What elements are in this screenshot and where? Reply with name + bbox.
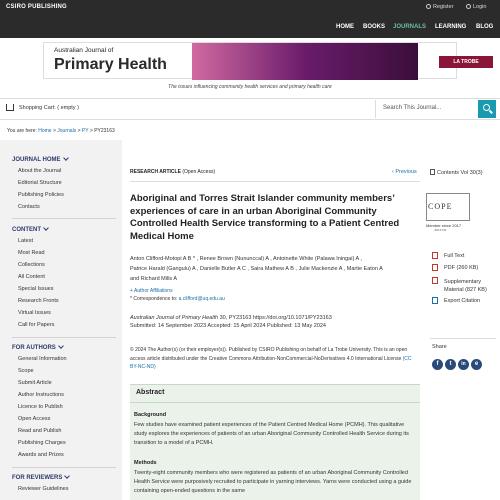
partner-logo: LA TROBE	[439, 56, 493, 68]
sidebar-item-scope[interactable]: Scope	[18, 368, 34, 374]
banner-graphic	[192, 43, 418, 80]
search-button[interactable]	[478, 100, 496, 118]
cope-logo: COPE	[428, 202, 453, 211]
banner-title-line1: Australian Journal of	[54, 47, 114, 54]
shopping-cart-link[interactable]: Shopping Cart: ( empty )	[19, 105, 79, 111]
pdf-icon	[432, 264, 438, 271]
article-dates: Submitted: 14 September 2023 Accepted: 15 April 2024 Published: 13 May 2024	[130, 323, 326, 329]
abstract-methods-text: Twenty-eight community members who were registered as patients of an urban Aboriginal Community Controlled Health Service were purposively recruited to participate in yarning interviews. Yarns were conducted using a guide containing open-ended questions in the same	[134, 470, 412, 494]
linkedin-icon[interactable]: in	[458, 359, 469, 370]
full-text-link[interactable]: Full Text	[444, 253, 465, 259]
sidebar-item-awards[interactable]: Awards and Prizes	[18, 452, 64, 458]
citation: Australian Journal of Primary Health 30, PY23163 https://doi.org/10.1071/PY23163 Submitted: 14 September 2023 Accepted: 15 April 2024 Published: 13 May 2024	[130, 314, 420, 330]
share-heading: Share	[432, 344, 447, 350]
sidebar-item-contacts[interactable]: Contacts	[18, 204, 40, 210]
sidebar-item-policies[interactable]: Publishing Policies	[18, 192, 64, 198]
nav-learning[interactable]: LEARNING	[435, 24, 467, 30]
breadcrumb-home[interactable]: Home	[38, 128, 52, 134]
abstract-background-text: Few studies have examined patient experiences of the Patient Centred Medical Home (PCMH). This qualitative study explores the experiences of patients of an urban Aboriginal Community Controlled Health Service during its transition to a model of a PCMH.	[134, 422, 409, 446]
full-text-icon	[432, 252, 438, 259]
user-icon	[426, 4, 431, 9]
license-link[interactable]: (CC BY-NC-ND)	[130, 355, 412, 370]
document-icon	[430, 169, 435, 175]
sidebar-item-about[interactable]: About the Journal	[18, 168, 62, 174]
sidebar-item-open-access[interactable]: Open Access	[18, 416, 51, 422]
chevron-down-icon	[65, 473, 71, 479]
abstract-background-label: Background	[134, 412, 167, 418]
contents-link[interactable]: Contents Vol 30(3)	[430, 169, 483, 176]
sidebar-heading-authors[interactable]: FOR AUTHORS	[12, 344, 63, 351]
supplementary-icon	[432, 277, 438, 284]
correspondence: * Correspondence to: a.clifford@uq.edu.au	[130, 296, 225, 302]
divider	[130, 402, 420, 403]
nav-blog[interactable]: BLOG	[476, 24, 494, 30]
sidebar-item-publishing-charges[interactable]: Publishing Charges	[18, 440, 66, 446]
sidebar-item-submit-article[interactable]: Submit Article	[18, 380, 52, 386]
nav-journals[interactable]: JOURNALS	[393, 24, 427, 30]
sidebar-item-call-for-papers[interactable]: Call for Papers	[18, 322, 55, 328]
sidebar-item-virtual-issues[interactable]: Virtual Issues	[18, 310, 51, 316]
abstract-methods-label: Methods	[134, 460, 157, 466]
previous-article-link[interactable]: ‹ Previous	[392, 169, 417, 175]
sidebar-divider	[12, 337, 116, 338]
supplementary-link[interactable]: Supplementary Material (827 KB)	[444, 279, 487, 293]
cart-icon[interactable]	[6, 104, 14, 111]
login-link[interactable]: Login	[466, 4, 486, 10]
chevron-down-icon	[43, 225, 49, 231]
facebook-icon[interactable]: f	[432, 359, 443, 370]
chevron-left-icon: ‹	[392, 169, 394, 175]
doi-link[interactable]: 30, PY23163 https://doi.org/10.1071/PY23163	[219, 315, 332, 321]
sidebar-item-special-issues[interactable]: Special Issues	[18, 286, 54, 292]
sidebar-item-read-publish[interactable]: Read and Publish	[18, 428, 62, 434]
cope-badge[interactable]	[426, 193, 470, 231]
divider	[130, 181, 420, 182]
sidebar-item-licence[interactable]: Licence to Publish	[18, 404, 63, 410]
sidebar-divider	[12, 467, 116, 468]
register-link[interactable]: Register	[426, 4, 453, 10]
divider	[430, 338, 496, 339]
sidebar-item-collections[interactable]: Collections	[18, 262, 45, 268]
cope-member-id: JM13735	[434, 228, 447, 232]
sidebar-item-most-read[interactable]: Most Read	[18, 250, 45, 256]
twitter-icon[interactable]: t	[445, 359, 456, 370]
email-icon[interactable]: e	[471, 359, 482, 370]
export-icon	[432, 297, 438, 304]
nav-books[interactable]: BOOKS	[363, 24, 386, 30]
search-placeholder[interactable]: Search This Journal...	[383, 105, 442, 111]
sidebar-item-latest[interactable]: Latest	[18, 238, 33, 244]
breadcrumb: You are here: Home > Journals > PY > PY23163	[7, 128, 115, 134]
author-affiliations-toggle[interactable]: + Author Affiliations	[130, 288, 173, 294]
author-list: Anton Clifford-Motopi A B * , Renee Brown (Nununccal) A , Antoinette White (Palawa Iningai) A , Patrice Harald (Gangulu) A , Danielle Butler A C , Saira Mathew A B , Julie Mackenzie A , Martie Eaton A and Richard Mills A	[130, 256, 383, 282]
cope-member-text: Member since 2017	[426, 223, 462, 228]
sidebar-item-editorial[interactable]: Editorial Structure	[18, 180, 62, 186]
banner-title-line2: Primary Health	[54, 56, 167, 73]
sidebar-item-reviewer-guidelines[interactable]: Reviewer Guidelines	[18, 486, 69, 492]
sidebar-heading-reviewers[interactable]: FOR REVIEWERS	[12, 474, 69, 481]
breadcrumb-current: PY23163	[94, 128, 115, 134]
sidebar-item-author-instructions[interactable]: Author Instructions	[18, 392, 64, 398]
sidebar-item-all-content[interactable]: All Content	[18, 274, 45, 280]
top-bar	[0, 0, 500, 38]
sidebar-item-research-fronts[interactable]: Research Fronts	[18, 298, 59, 304]
journal-tagline: The issues influencing community health services and primary health care	[168, 84, 332, 90]
export-citation-link[interactable]: Export Citation	[444, 298, 481, 304]
sidebar-item-general-info[interactable]: General Information	[18, 356, 67, 362]
sidebar-heading-content[interactable]: CONTENT	[12, 226, 48, 233]
nav-home[interactable]: HOME	[336, 24, 354, 30]
breadcrumb-journal[interactable]: PY	[81, 128, 89, 134]
sidebar-divider	[12, 218, 116, 219]
chevron-down-icon	[58, 343, 64, 349]
sidebar-heading-journal-home[interactable]: JOURNAL HOME	[12, 156, 68, 163]
pdf-link[interactable]: PDF (260 KB)	[444, 265, 479, 271]
license-statement: © 2024 The Author(s) (or their employer(s)). Published by CSIRO Publishing on behalf of La Trobe University. This is an open access article distributed under the Creative Commons Attribution-NonCommercial-NoDerivatives 4.0 International License (CC BY-NC-ND)	[130, 347, 412, 370]
article-type: RESEARCH ARTICLE (Open Access)	[130, 169, 216, 175]
article-title: Aboriginal and Torres Strait Islander community members’ experiences of care in an urban Aboriginal Community Controlled Health Service transforming to a Patient Centred Medical Home	[130, 193, 400, 242]
abstract-heading: Abstract	[136, 389, 165, 396]
site-logo[interactable]: CSIRO PUBLISHING	[6, 4, 67, 10]
correspondence-email[interactable]: a.clifford@uq.edu.au	[178, 296, 225, 302]
lock-icon	[466, 4, 471, 9]
breadcrumb-journals[interactable]: Journals	[57, 128, 77, 134]
chevron-down-icon	[63, 155, 69, 161]
journal-banner[interactable]	[43, 42, 479, 79]
